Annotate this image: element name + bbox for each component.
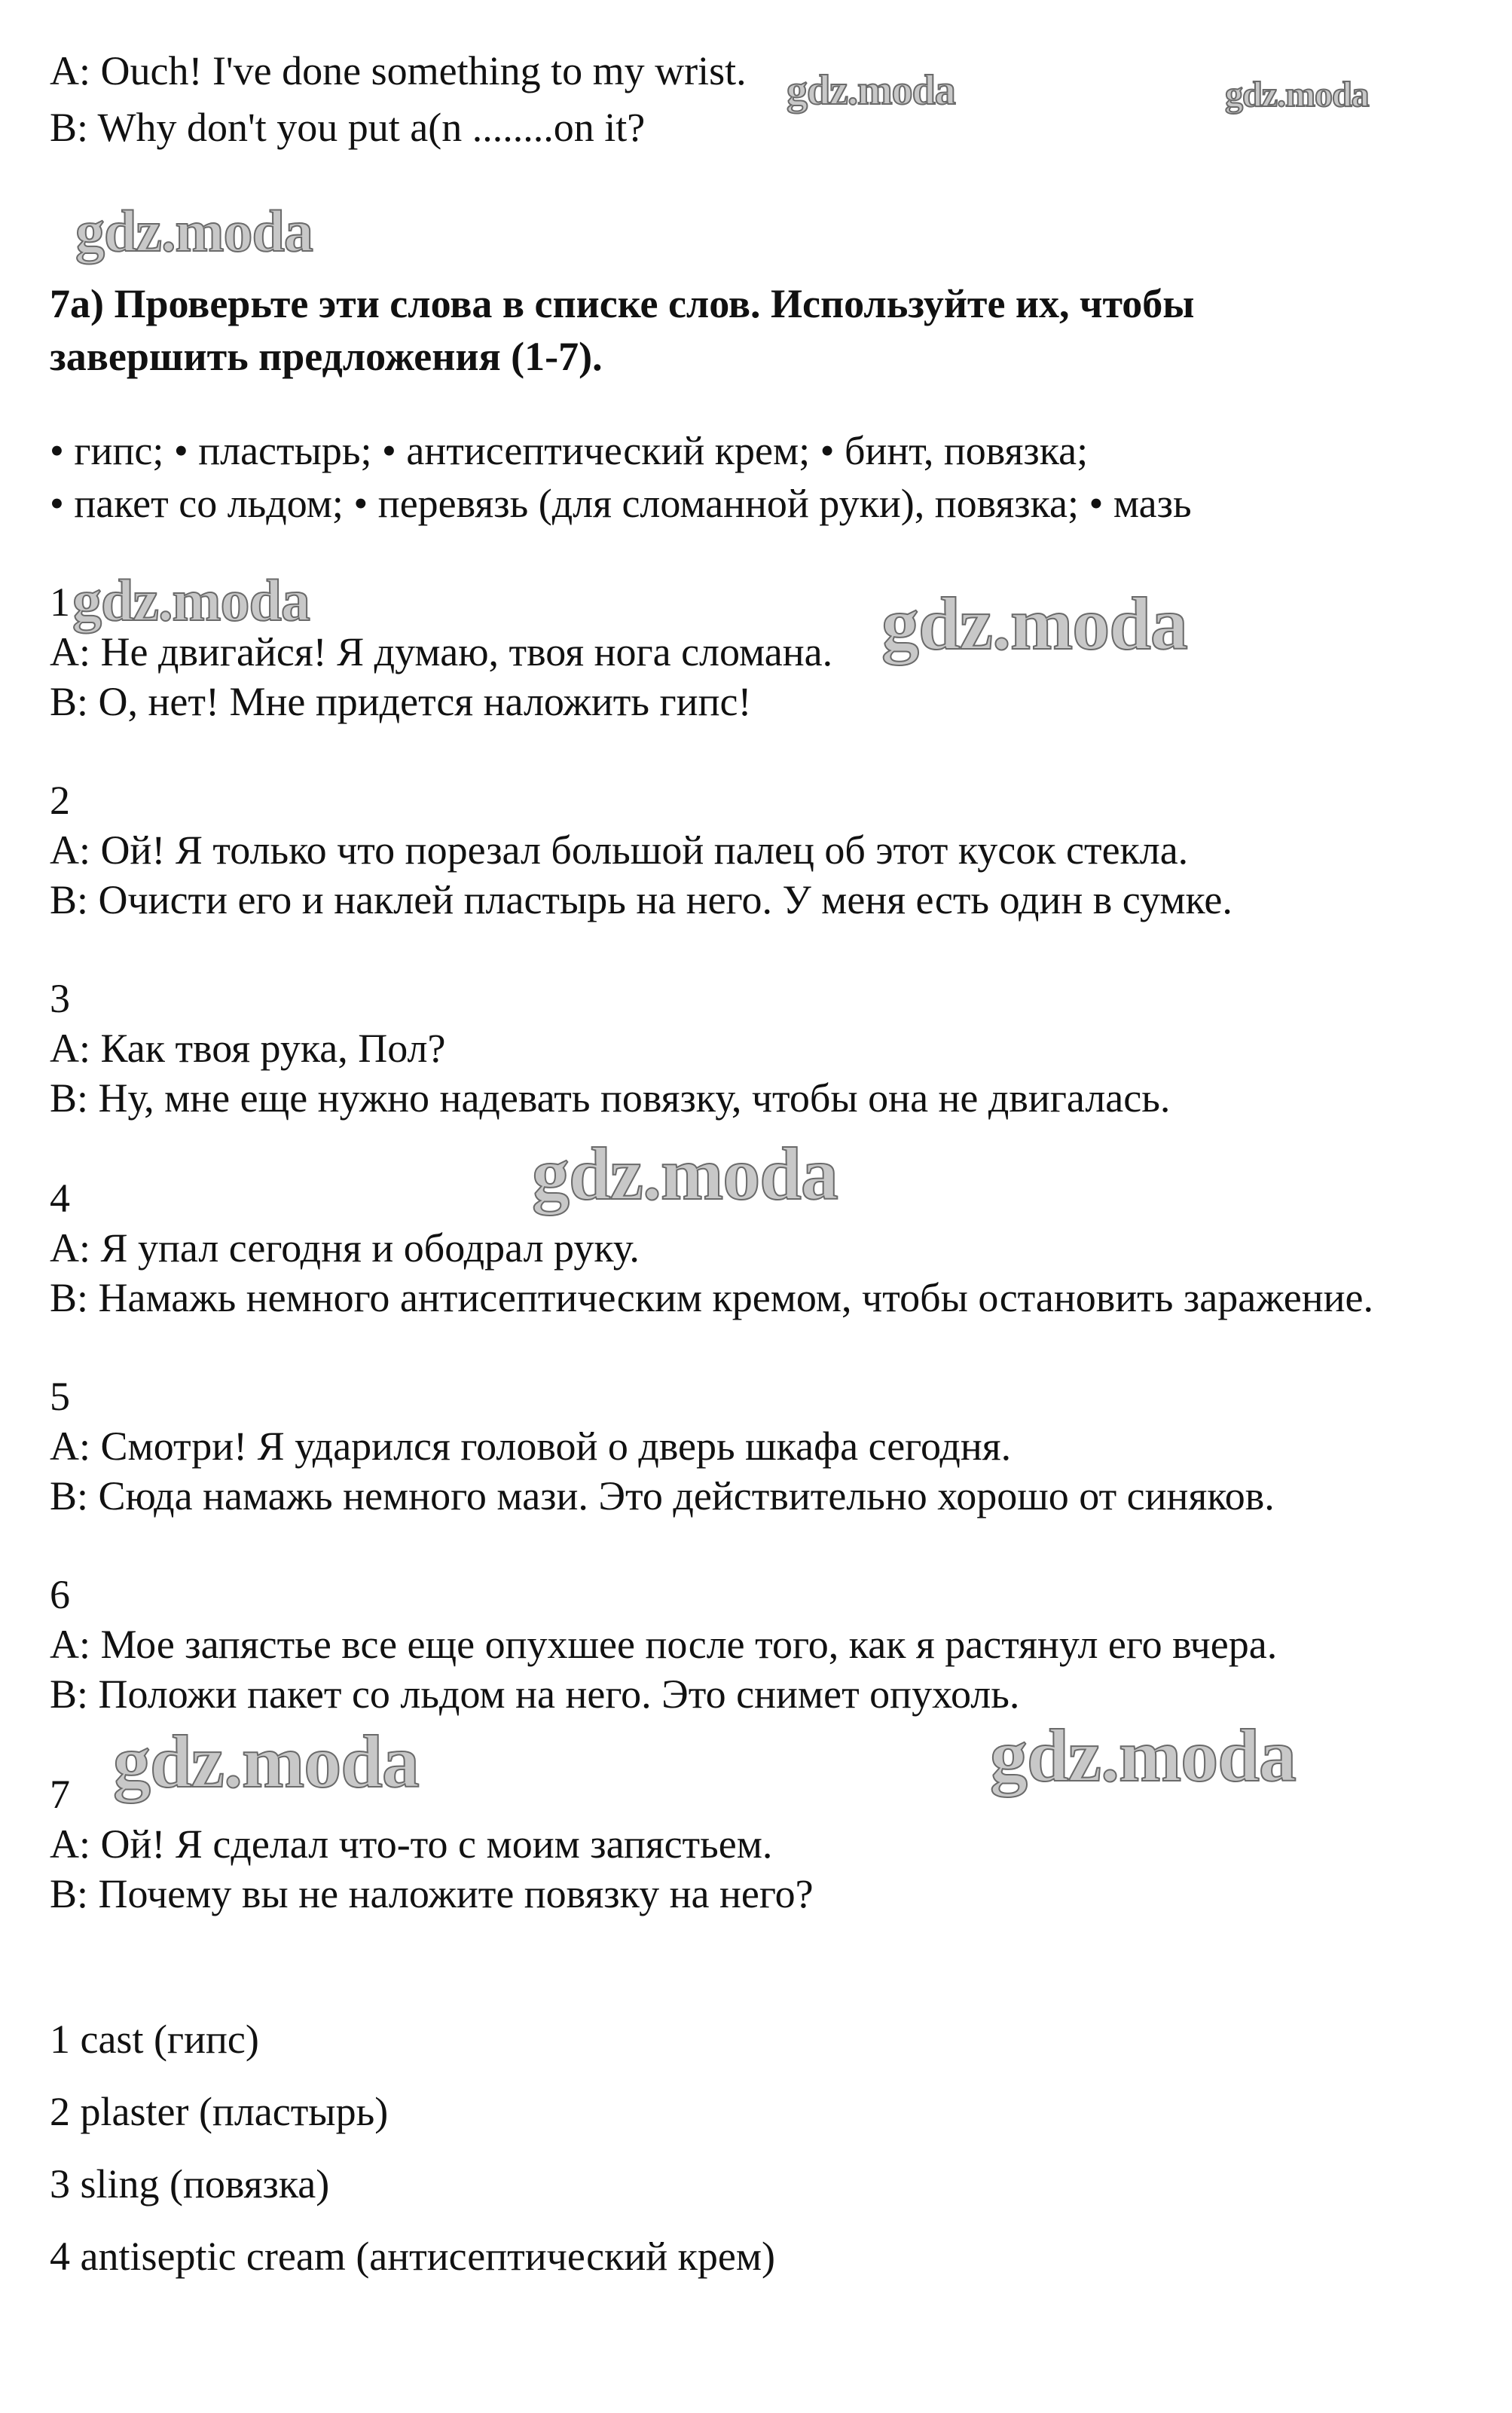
dialogue-number: 1	[50, 580, 70, 625]
dialogue-number: 5	[50, 1374, 70, 1419]
exercise-heading-line1: 7a) Проверьте эти слова в списке слов. Используйте их, чтобы	[50, 281, 1195, 326]
watermark-logo: gdz.moda	[113, 1720, 419, 1803]
dialogue-number: 3	[50, 976, 70, 1021]
dialogue-line-a: A: Я упал сегодня и ободрал руку.	[50, 1225, 640, 1271]
prompt-line-b: B: Why don't you put a(n ........on it?	[50, 105, 646, 150]
watermark-logo: gdz.moda	[75, 198, 313, 264]
dialogue-line-b: B: О, нет! Мне придется наложить гипс!	[50, 679, 752, 724]
word-list-line1: • гипс; • пластырь; • антисептический крем; • бинт, повязка;	[50, 428, 1089, 473]
watermark-logo: gdz.moda	[881, 582, 1187, 665]
answer-item: 3 sling (повязка)	[50, 2161, 330, 2207]
watermark-logo: gdz.moda	[787, 67, 955, 114]
answer-item: 4 antiseptic cream (антисептический крем)	[50, 2234, 775, 2279]
watermark-logo: gdz.moda	[990, 1714, 1296, 1797]
exercise-heading-line2: завершить предложения (1-7).	[50, 334, 603, 379]
dialogue-line-a: A: Мое запястье все еще опухшее после того, как я растянул его вчера.	[50, 1622, 1278, 1667]
dialogue-line-b: B: Почему вы не наложите повязку на него?	[50, 1871, 814, 1916]
dialogue-line-b: B: Ну, мне еще нужно надевать повязку, чтобы она не двигалась.	[50, 1075, 1171, 1121]
dialogue-line-a: A: Как твоя рука, Пол?	[50, 1026, 446, 1071]
watermark-logo: gdz.moda	[1225, 75, 1369, 115]
dialogue-line-b: B: Намажь немного антисептическим кремом, чтобы остановить заражение.	[50, 1275, 1374, 1320]
dialogue-number: 7	[50, 1772, 70, 1817]
answer-item: 2 plaster (пластырь)	[50, 2089, 389, 2134]
watermark-logo: gdz.moda	[72, 567, 310, 633]
dialogue-line-a: A: Смотри! Я ударился головой о дверь шкафа сегодня.	[50, 1424, 1012, 1469]
dialogue-line-a: A: Ой! Я только что порезал большой палец об этот кусок стекла.	[50, 827, 1189, 873]
answer-item: 1 cast (гипс)	[50, 2017, 259, 2062]
dialogue-line-a: A: Не двигайся! Я думаю, твоя нога сломана.	[50, 629, 833, 674]
dialogue-number: 6	[50, 1572, 70, 1617]
dialogue-number: 4	[50, 1176, 70, 1221]
dialogue-line-b: B: Положи пакет со льдом на него. Это снимет опухоль.	[50, 1671, 1020, 1717]
dialogue-line-a: A: Ой! Я сделал что-то с моим запястьем.	[50, 1821, 773, 1867]
dialogue-line-b: B: Очисти его и наклей пластырь на него. У меня есть один в сумке.	[50, 877, 1233, 922]
word-list-line2: • пакет со льдом; • перевязь (для сломанной руки), повязка; • мазь	[50, 481, 1192, 526]
dialogue-number: 2	[50, 778, 70, 823]
dialogue-line-b: B: Сюда намажь немного мази. Это действительно хорошо от синяков.	[50, 1473, 1275, 1518]
prompt-line-a: A: Ouch! I've done something to my wrist.	[50, 48, 747, 93]
watermark-logo: gdz.moda	[532, 1132, 838, 1216]
